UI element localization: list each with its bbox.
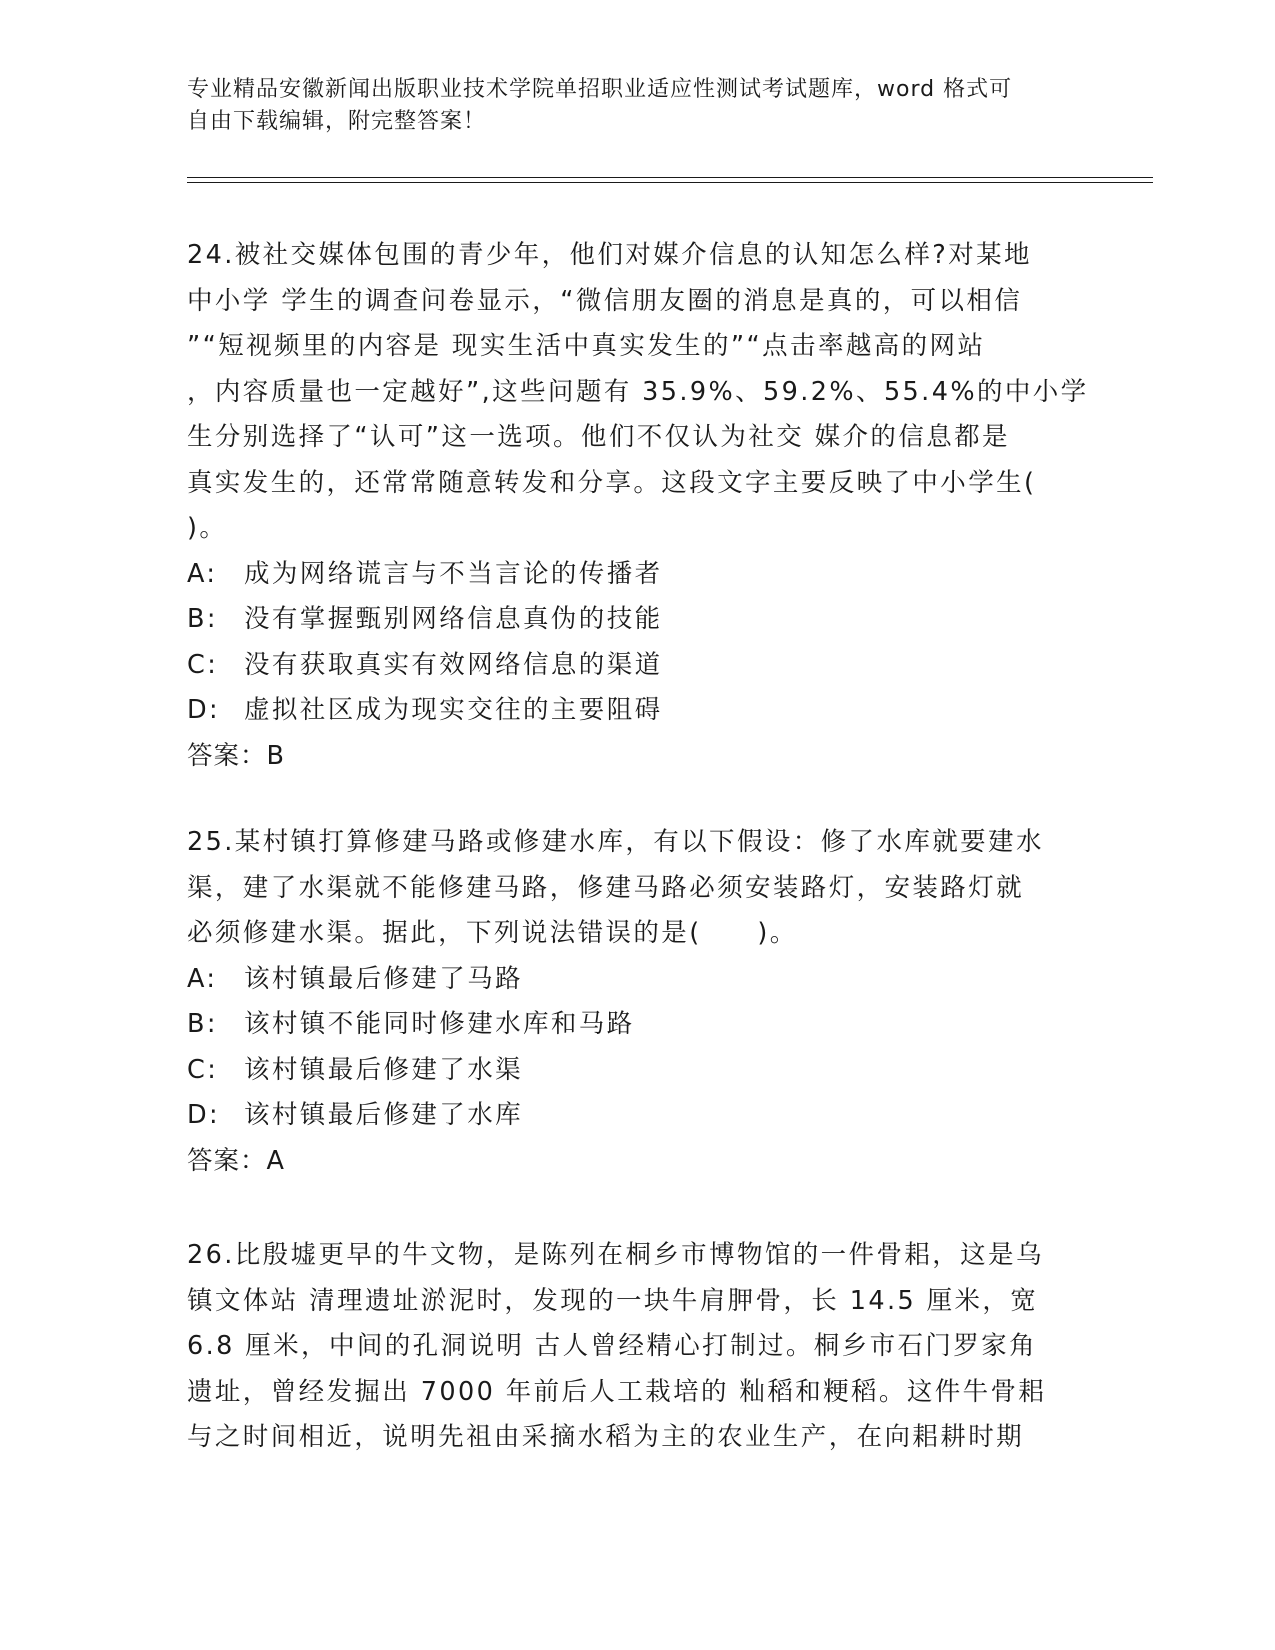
header-line-2: 自由下载编辑，附完整答案！ [187,109,487,134]
question-26 [187,1233,1087,1461]
stem-line: ”“短视频里的内容是 现实生活中真实发生的”“点击率越高的网站 [187,331,986,361]
option-letter: A: [187,963,218,994]
stem-line: 与之时间相近，说明先祖由采摘水稻为主的农业生产，在向耜耕时期 [187,1422,1025,1452]
option-text: 该村镇最后修建了水渠 [244,1054,524,1085]
stem-line: ，内容质量也一定越好”,这些问题有 35.9%、59.2%、55.4%的中小学 [187,376,1089,407]
option-letter: A: [187,558,218,589]
stem-line: 中小学 学生的调查问卷显示，“微信朋友圈的消息是真的，可以相信 [187,285,1023,316]
option-c [187,643,1087,689]
option-d [187,1093,1087,1139]
option-text: 该村镇最后修建了马路 [244,963,524,994]
option-letter: D: [187,695,221,725]
stem-line: 必须修建水渠。据此，下列说法错误的是( )。 [187,918,798,948]
answer-line: 答案：A [187,1145,285,1176]
question-stem [187,233,1087,552]
stem-line: )。 [187,513,228,543]
option-text: 该村镇不能同时修建水库和马路 [244,1009,635,1039]
stem-line: 渠，建了水渠就不能修建马路，修建马路必须安装路灯，安装路灯就 [187,872,1025,903]
option-letter: B: [187,1009,218,1039]
stem-line: 6.8 厘米，中间的孔洞说明 古人曾经精心打制过。桐乡市石门罗家角 [187,1331,1037,1361]
header-rule-bottom [187,182,1153,183]
option-text: 没有获取真实有效网络信息的渠道 [244,649,663,680]
question-25 [187,820,1087,1184]
stem-line: 镇文体站 清理遗址淤泥时，发现的一块牛肩胛骨，长 14.5 厘米，宽 [187,1285,1039,1316]
page-header [187,74,1067,138]
stem-line: 25.某村镇打算修建马路或修建水库，有以下假设：修了水库就要建水 [187,827,1044,857]
question-24 [187,233,1087,779]
stem-line: 遗址，曾经发掘出 7000 年前后人工栽培的 籼稻和粳稻。这件牛骨耜 [187,1376,1047,1407]
answer-line: 答案：B [187,740,285,771]
option-a [187,552,1087,598]
option-text: 成为网络谎言与不当言论的传播者 [244,558,663,589]
option-letter: C: [187,649,219,680]
option-b [187,1002,1087,1048]
option-letter: B: [187,604,218,634]
stem-line: 真实发生的，还常常随意转发和分享。这段文字主要反映了中小学生( [187,467,1037,498]
option-letter: D: [187,1100,221,1130]
option-b [187,597,1087,643]
question-stem [187,820,1087,957]
stem-line: 26.比殷墟更早的牛文物，是陈列在桐乡市博物馆的一件骨耜，这是乌 [187,1240,1044,1270]
stem-line: 24.被社交媒体包围的青少年，他们对媒介信息的认知怎么样?对某地 [187,240,1032,270]
header-line-1: 专业精品安徽新闻出版职业技术学院单招职业适应性测试考试题库，word 格式可 [187,77,1013,102]
stem-line: 生分别选择了“认可”这一选项。他们不仅认为社交 媒介的信息都是 [187,422,1010,452]
option-text: 没有掌握甄别网络信息真伪的技能 [244,604,663,634]
option-c [187,1048,1087,1094]
option-d [187,688,1087,734]
question-stem [187,1233,1087,1461]
option-text: 该村镇最后修建了水库 [244,1100,524,1130]
option-letter: C: [187,1054,219,1085]
option-a [187,957,1087,1003]
header-rule-top [187,177,1153,178]
option-text: 虚拟社区成为现实交往的主要阻碍 [244,695,663,725]
